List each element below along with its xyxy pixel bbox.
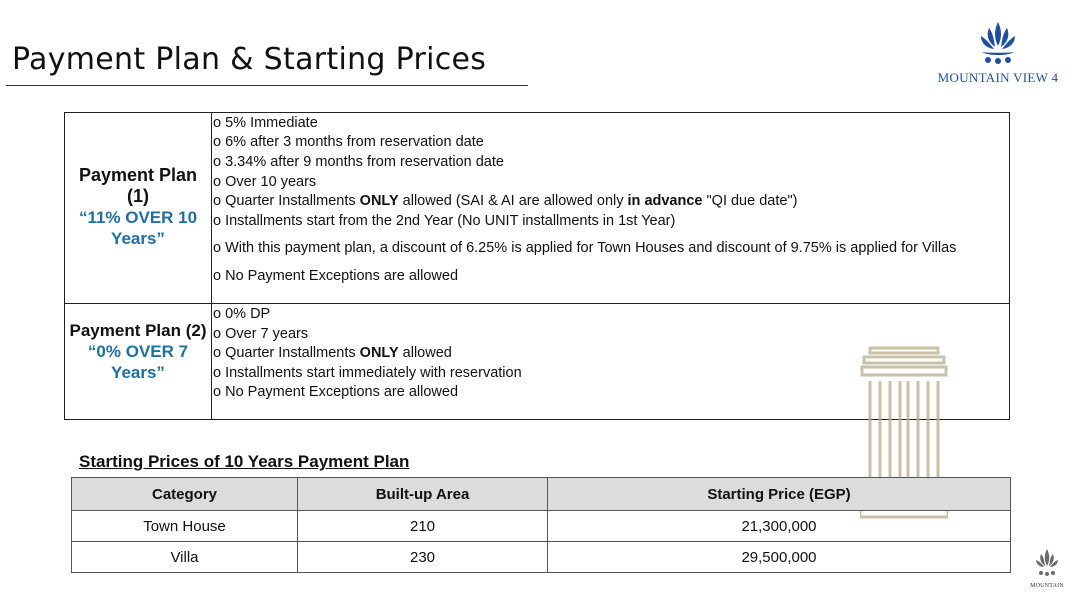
plan-1-bullet: o 5% Immediate <box>213 115 318 131</box>
bullet-emphasis: in advance <box>627 193 703 209</box>
bullet-text: "QI due date") <box>702 193 798 209</box>
plan-1-bullet-installments <box>213 193 797 210</box>
bullet-text: o Quarter Installments <box>213 193 360 209</box>
bullet-emphasis: ONLY <box>359 193 399 209</box>
logo-text: MOUNTAIN VIEW 4 <box>937 70 1059 85</box>
mountain-view-logo <box>930 20 1066 86</box>
plan-2-bullet-installments <box>213 345 452 362</box>
category-cell: Town House <box>72 511 298 542</box>
plan-2-name: Payment Plan (2) <box>69 321 207 340</box>
plan-1-number: (1) <box>127 186 149 206</box>
corner-logo-text: MOUNTAIN <box>1030 583 1064 589</box>
column-header-price: Starting Price (EGP) <box>548 478 1011 511</box>
price-cell: 29,500,000 <box>548 542 1011 573</box>
plan-1-bullet: o Installments start from the 2nd Year (No UNIT installments in 1st Year) <box>213 213 676 229</box>
plan-1-label <box>65 113 212 303</box>
plan-2-bullet: o Installments start immediately with reservation <box>213 365 522 381</box>
bullet-text: o Quarter Installments <box>213 345 360 361</box>
plan-2-label <box>65 304 212 419</box>
plan-1-bullet: o Over 10 years <box>213 174 317 190</box>
plan-2-tagline-years: Years” <box>111 363 165 382</box>
bullet-text: allowed <box>398 345 452 361</box>
corner-lotus-icon <box>1033 548 1061 578</box>
page-title: Payment Plan & Starting Prices <box>12 42 487 77</box>
area-cell: 230 <box>298 542 548 573</box>
category-cell: Villa <box>72 542 298 573</box>
plan-2-tagline: “0% OVER 7 <box>87 342 189 361</box>
column-header-area: Built-up Area <box>298 478 548 511</box>
bullet-text: allowed (SAI & AI are allowed only <box>398 193 628 209</box>
title-underline <box>6 85 528 86</box>
plan-2-bullet: o No Payment Exceptions are allowed <box>213 384 459 400</box>
starting-prices-heading: Starting Prices of 10 Years Payment Plan <box>79 452 410 471</box>
column-header-category: Category <box>72 478 298 511</box>
lotus-logo-icon <box>976 20 1020 66</box>
starting-prices-table <box>71 477 1011 573</box>
plan-1-bullet-discount: o With this payment plan, a discount of 6.25% is applied for Town Houses and discount of 9.75% is applied for Villas <box>213 240 957 256</box>
price-cell: 21,300,000 <box>548 511 1011 542</box>
area-cell: 210 <box>298 511 548 542</box>
table-header-row <box>72 478 1011 511</box>
corner-logo <box>1022 548 1072 589</box>
plan-2-bullet: o 0% DP <box>213 306 271 322</box>
plan-1-name: Payment Plan <box>78 165 198 185</box>
table-row <box>72 511 1011 542</box>
bullet-emphasis: ONLY <box>359 345 399 361</box>
plan-1-tagline-years: Years” <box>111 229 165 248</box>
plan-1-bullet: o No Payment Exceptions are allowed <box>213 268 459 284</box>
plan-1-bullet: o 3.34% after 9 months from reservation date <box>213 154 504 170</box>
plan-1-details <box>213 113 1009 303</box>
plan-2-bullet: o Over 7 years <box>213 326 309 342</box>
plan-1-tagline: “11% OVER 10 <box>78 208 198 227</box>
payment-plan-1 <box>65 113 1009 304</box>
plan-1-bullet: o 6% after 3 months from reservation date <box>213 134 484 150</box>
table-row <box>72 542 1011 573</box>
